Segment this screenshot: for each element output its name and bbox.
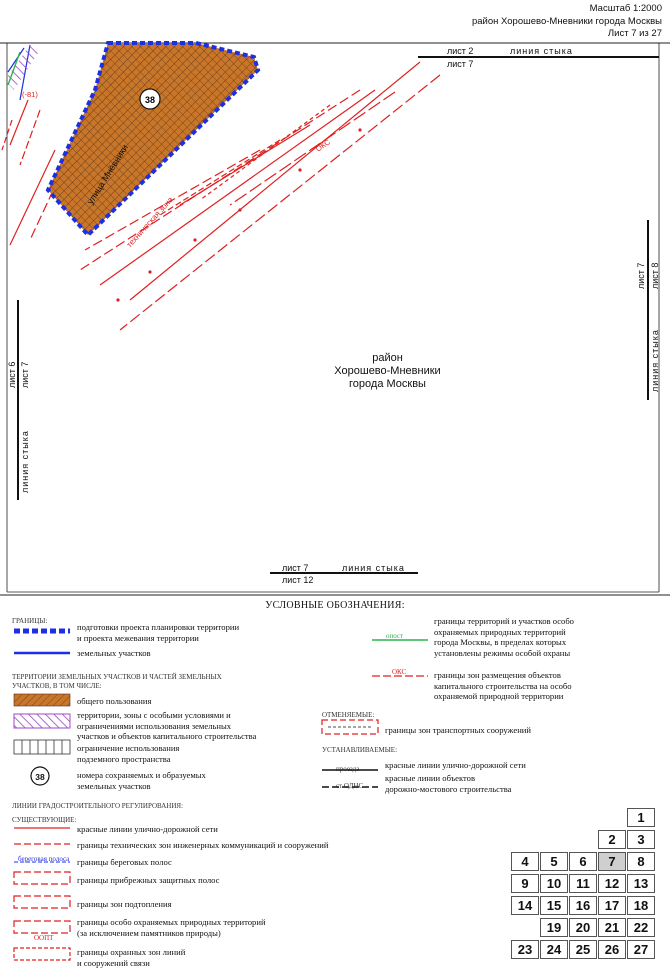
right-join-a: лист 7 <box>636 262 646 289</box>
legend-communication-lines-1: границы охранных зон линий <box>77 947 186 957</box>
legend-special-conditions <box>77 710 256 742</box>
legend-tech-zones: границы технических зон инженерных коммуникаций и сооружений <box>77 840 329 850</box>
sheet-index-cell-2[interactable]: 2 <box>598 830 626 849</box>
legend-protected-excl <box>77 917 266 938</box>
legend-public-use: общего пользования <box>77 696 152 706</box>
legend-underground-1: ограничение использования <box>77 743 180 753</box>
sheet-index-cell-8[interactable]: 8 <box>627 852 655 871</box>
sheet-index-cell-6[interactable]: 6 <box>569 852 597 871</box>
legend-est-street-small: проезда <box>336 765 360 773</box>
legend-transport-zones: границы зон транспортных сооружений <box>385 725 531 735</box>
legend-communication-lines-2: и сооружений связи <box>77 957 150 968</box>
parcel-number-marker[interactable] <box>140 89 160 109</box>
legend-established-header: УСТАНАВЛИВАЕМЫЕ: <box>322 746 398 754</box>
legend-protected-natural <box>434 616 574 658</box>
legend-existing-header: СУЩЕСТВУЮЩИЕ: <box>12 816 77 824</box>
right-join-label: линия стыка <box>650 329 660 392</box>
street-label: улица Мнёвники <box>85 142 130 207</box>
bottom-join-lower: лист 12 <box>282 575 314 585</box>
legend-protected-natural-3: города Москвы, в пределах которых <box>434 637 567 647</box>
district-label-line-2: Хорошево-Мневники <box>334 365 441 377</box>
legend-territory-header-1: ТЕРРИТОРИИ ЗЕМЕЛЬНЫХ УЧАСТКОВ И ЧАСТЕЙ ЗЕМЕЛЬНЫХ <box>12 673 222 681</box>
legend-protected-natural-1: границы территорий и участков особо <box>434 616 574 626</box>
legend-border-parcels: земельных участков <box>77 648 151 658</box>
legend-construction-zones-3: охраняемой природной территории <box>434 691 564 701</box>
top-join-lower: лист 7 <box>447 59 474 69</box>
sheet-index-cell-12[interactable]: 12 <box>598 874 626 893</box>
legend-parcel-numbers-1: номера сохраняемых и образуемых <box>77 770 206 780</box>
legend-parcel-numbers-2: земельных участков <box>77 780 151 791</box>
sheet-index-cell-3[interactable]: 3 <box>627 830 655 849</box>
legend-border-project-2: и проекта межевания территории <box>77 632 199 643</box>
legend-red-lines: красные линии улично-дорожной сети <box>77 824 218 834</box>
sheet-index-cell-13[interactable]: 13 <box>627 874 655 893</box>
district-label-line-3: города Москвы <box>349 378 426 390</box>
right-join-b: лист 8 <box>650 262 660 289</box>
legend-border-project <box>77 622 239 643</box>
legend-est-street-lines: красные линии улично-дорожной сети <box>385 760 526 770</box>
sheet-index-cell-11[interactable]: 11 <box>569 874 597 893</box>
legend-est-road-lines-1: красные линии объектов <box>385 773 476 783</box>
top-join-upper: лист 2 <box>447 46 474 56</box>
legend-protected-excl-1: границы особо охраняемых природных территорий <box>77 917 266 927</box>
legend-title: УСЛОВНЫЕ ОБОЗНАЧЕНИЯ: <box>265 600 405 611</box>
bottom-join-upper: лист 7 <box>282 563 309 573</box>
legend-special-conditions-1: территории, зоны с особыми условиями и <box>77 710 231 720</box>
sheet-index-cell-23[interactable]: 23 <box>511 940 539 959</box>
legend-underground <box>77 743 179 764</box>
sheet-index-cell-26[interactable]: 26 <box>598 940 626 959</box>
legend-protected-natural-small: опост <box>386 632 404 640</box>
road-label-number: (-81) <box>22 90 38 99</box>
sheet-number: Лист 7 из 27 <box>607 28 662 39</box>
legend-protected-excl-small: ООПТ <box>34 934 54 942</box>
left-join-b: лист 7 <box>20 361 30 388</box>
sheet-index-cell-18[interactable]: 18 <box>627 896 655 915</box>
legend-territory-header <box>12 673 222 690</box>
legend-construction-zones-1: границы зон размещения объектов <box>434 670 561 680</box>
sheet-index-cell-21[interactable]: 21 <box>598 918 626 937</box>
legend-coastal-protective: границы прибрежных защитных полос <box>77 875 220 885</box>
bottom-join-label: линия стыка <box>342 563 405 573</box>
legend-est-road-lines-2: дорожно-мостового строительства <box>385 783 512 794</box>
legend-regulation-header: ЛИНИИ ГРАДОСТРОИТЕЛЬНОГО РЕГУЛИРОВАНИЯ: <box>12 802 184 810</box>
legend-construction-zones-2: капитального строительства на особо <box>434 680 572 691</box>
scale-label: Масштаб 1:2000 <box>589 3 662 14</box>
legend-borders-header: ГРАНИЦЫ: <box>12 617 48 625</box>
legend-special-conditions-2: ограничениями использования земельных <box>77 720 232 731</box>
legend-shore-small: береговая полоса <box>18 855 70 863</box>
legend-est-road-lines <box>385 773 511 794</box>
legend-parcel-numbers <box>77 770 206 791</box>
legend-construction-zones <box>434 670 572 702</box>
sheet-index-cell-9[interactable]: 9 <box>511 874 539 893</box>
left-join-a: лист 6 <box>7 361 17 388</box>
legend-cancelled-header: ОТМЕНЯЕМЫЕ: <box>322 711 375 719</box>
sheet-index-cell-17[interactable]: 17 <box>598 896 626 915</box>
tech-zone-label: техническая зона <box>124 195 175 250</box>
sheet-index-cell-22[interactable]: 22 <box>627 918 655 937</box>
legend-special-conditions-3: участков и объектов капитального строительства <box>77 731 257 741</box>
top-join-label: линия стыка <box>510 46 573 56</box>
legend-parcel-number-sample: 38 <box>35 772 45 782</box>
sheet-index-cell-24[interactable]: 24 <box>540 940 568 959</box>
parcel-38[interactable] <box>48 43 258 235</box>
legend-protected-excl-2: (за исключением памятников природы) <box>77 927 221 938</box>
sheet-index-cell-27[interactable]: 27 <box>627 940 655 959</box>
legend-communication-lines <box>77 947 185 968</box>
legend-shore-strips: границы береговых полос <box>77 857 172 867</box>
legend-flooding-zones: границы зон подтопления <box>77 899 172 909</box>
sheet-index-cell-20[interactable]: 20 <box>569 918 597 937</box>
sheet-index-cell-15[interactable]: 15 <box>540 896 568 915</box>
sheet-index-cell-10[interactable]: 10 <box>540 874 568 893</box>
legend-border-project-1: подготовки проекта планировки территории <box>77 622 240 632</box>
sheet-index-cell-19[interactable]: 19 <box>540 918 568 937</box>
parcel-number-text: 38 <box>144 95 156 105</box>
district-label <box>280 352 495 391</box>
legend-underground-2: подземного пространства <box>77 753 171 764</box>
road-label-oks: ОКС <box>313 137 332 154</box>
sheet-index-cell-7[interactable]: 7 <box>598 852 626 871</box>
legend-protected-natural-4: установлены режимы особой охраны <box>434 647 571 658</box>
district-title: район Хорошево-Мневники города Москвы <box>471 15 662 27</box>
legend-est-road-small: ст ОДНС <box>336 782 364 790</box>
legend-protected-natural-2: охраняемых природных территорий <box>434 626 566 637</box>
legend-construction-zones-small: ОКС <box>392 668 407 676</box>
left-join-label: линия стыка <box>20 430 30 493</box>
legend-territory-header-2: УЧАСТКОВ, В ТОМ ЧИСЛЕ: <box>12 681 102 690</box>
sheet-index-cell-25[interactable]: 25 <box>569 940 597 959</box>
sheet-index-cell-16[interactable]: 16 <box>569 896 597 915</box>
sheet-index-cell-1[interactable]: 1 <box>627 808 655 827</box>
sheet-index-cell-5[interactable]: 5 <box>540 852 568 871</box>
sheet-index-cell-14[interactable]: 14 <box>511 896 539 915</box>
sheet-index-cell-4[interactable]: 4 <box>511 852 539 871</box>
district-label-line-1: район <box>372 352 403 364</box>
sheet-index <box>511 808 656 976</box>
